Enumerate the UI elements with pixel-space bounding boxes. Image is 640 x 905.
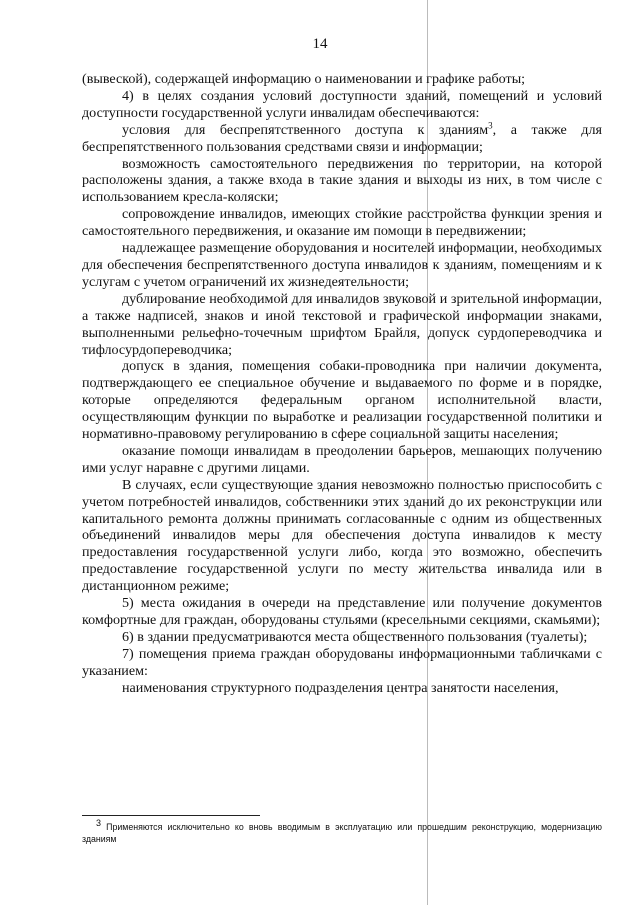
paragraph: 7) помещения приема граждан оборудованы информационными табличками с указанием: (82, 645, 602, 679)
paragraph-text-tail: , а также для беспрепятственного пользования средствами связи и информации; (82, 121, 602, 155)
paragraph: (вывеской), содержащей информацию о наименовании и графике работы; (82, 71, 526, 87)
footnote-text: Применяются исключительно ко вновь вводимым в эксплуатацию или прошедшим реконструкцию, модернизацию зданиям (82, 822, 602, 844)
footnote-mark: 3 (96, 818, 102, 829)
paragraph: наименования структурного подразделения центра занятости населения, (122, 679, 559, 696)
footnote-divider (82, 815, 260, 816)
paragraph: дублирование необходимой для инвалидов звуковой и зрительной информации, а также надписей, знаков и иной текстовой и графической информации знаками, выполненными рельефно-точечным шрифтом Брайля, допуск сурдопереводчика и тифлосурдопереводчика; (82, 290, 602, 358)
document-body (82, 71, 602, 697)
paragraph: сопровождение инвалидов, имеющих стойкие расстройства функции зрения и самостоятельного передвижения, и оказание им помощи в передвижении; (82, 206, 602, 240)
paragraph: оказание помощи инвалидам в преодолении барьеров, мешающих получению ими услуг наравне с другими лицами. (82, 442, 602, 476)
paragraph: возможность самостоятельного передвижения по территории, на которой расположены здания, а также входа в такие здания и выходы из них, в том числе с использованием кресла-коляски; (82, 155, 602, 206)
paragraph: допуск в здания, помещения собаки-проводника при наличии документа, подтверждающего ее специальное обучение и выдаваемого по форме и в порядке, которые определяются федеральным органом исполнительной власти, осуществляющим функции по выработке и реализации государственной политики и нормативно-правовому регулированию в сфере социальной защиты населения; (82, 358, 602, 443)
paragraph-text: условия для беспрепятственного доступа к зданиям (122, 121, 489, 138)
paragraph: надлежащее размещение оборудования и носителей информации, необходимых для обеспечения беспрепятственного доступа инвалидов к зданиям, помещениям и к услугам с учетом ограничений их жизнедеятельности; (82, 240, 602, 290)
page-number: 14 (312, 36, 328, 52)
footnote-reference[interactable]: 3 (488, 120, 493, 131)
paragraph-with-footnote-ref (82, 122, 602, 156)
paragraph: 5) места ожидания в очереди на представление или получение документов комфортные для граждан, оборудованы стульями (кресельными секциями, скамьями); (82, 595, 602, 628)
paragraph: 4) в целях создания условий доступности зданий, помещений и условий доступности государственной услуги инвалидам обеспечиваются: (82, 87, 602, 121)
paragraph: 6) в здании предусматриваются места общественного пользования (туалеты); (122, 628, 588, 645)
paragraph: В случаях, если существующие здания невозможно полностью приспособить с учетом потребностей инвалидов, собственники этих зданий до их реконструкции или капитального ремонта должны принимать согласованные с одним из общественных объединений инвалидов меры для обеспечения доступа инвалидов к месту предоставления государственной услуги либо, когда это возможно, обеспечить предоставление государственной услуги по месту жительства инвалида или в дистанционном режиме; (82, 476, 602, 595)
footnote (82, 818, 602, 845)
